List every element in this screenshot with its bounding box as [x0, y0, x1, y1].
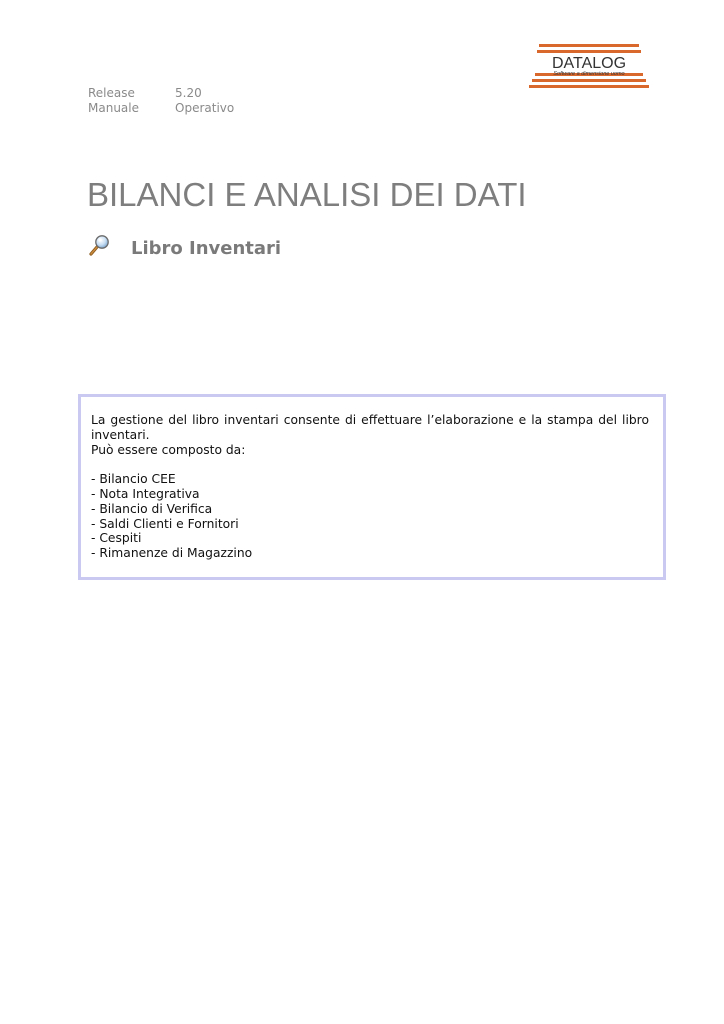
component-list — [91, 472, 649, 561]
logo-stripe — [537, 50, 641, 53]
info-text — [91, 413, 649, 561]
info-intro-2: Può essere composto da: — [91, 442, 246, 457]
release-value: 5.20 — [175, 86, 202, 100]
document-meta — [88, 86, 234, 116]
page-title: BILANCI E ANALISI DEI DATI — [87, 176, 527, 213]
manual-row — [88, 101, 234, 116]
release-label: Release — [88, 86, 135, 100]
release-row — [88, 86, 234, 101]
list-item: - Cespiti — [91, 531, 142, 546]
section-title: Libro Inventari — [131, 238, 282, 259]
list-item: - Bilancio di Verifica — [91, 501, 213, 516]
list-item: - Rimanenze di Magazzino — [91, 546, 253, 561]
manual-value: Operativo — [175, 101, 235, 115]
logo-stripe — [532, 79, 646, 82]
info-intro: La gestione del libro inventari consente di effettuare l’elaborazione e la stampa del libro inventari. — [91, 413, 649, 442]
list-item: - Saldi Clienti e Fornitori — [91, 516, 239, 531]
list-item: - Bilancio CEE — [91, 472, 176, 487]
magnifier-icon — [89, 234, 111, 256]
list-item: - Nota Integrativa — [91, 486, 200, 501]
info-box — [78, 394, 666, 580]
manual-label: Manuale — [88, 101, 139, 115]
logo-tagline: Software a dimensione uomo — [553, 71, 625, 77]
logo-stripe — [529, 85, 649, 88]
logo-name: DATALOG — [551, 55, 627, 72]
logo-stripe — [539, 44, 639, 47]
spacer — [91, 457, 649, 472]
datalog-logo — [527, 42, 651, 96]
